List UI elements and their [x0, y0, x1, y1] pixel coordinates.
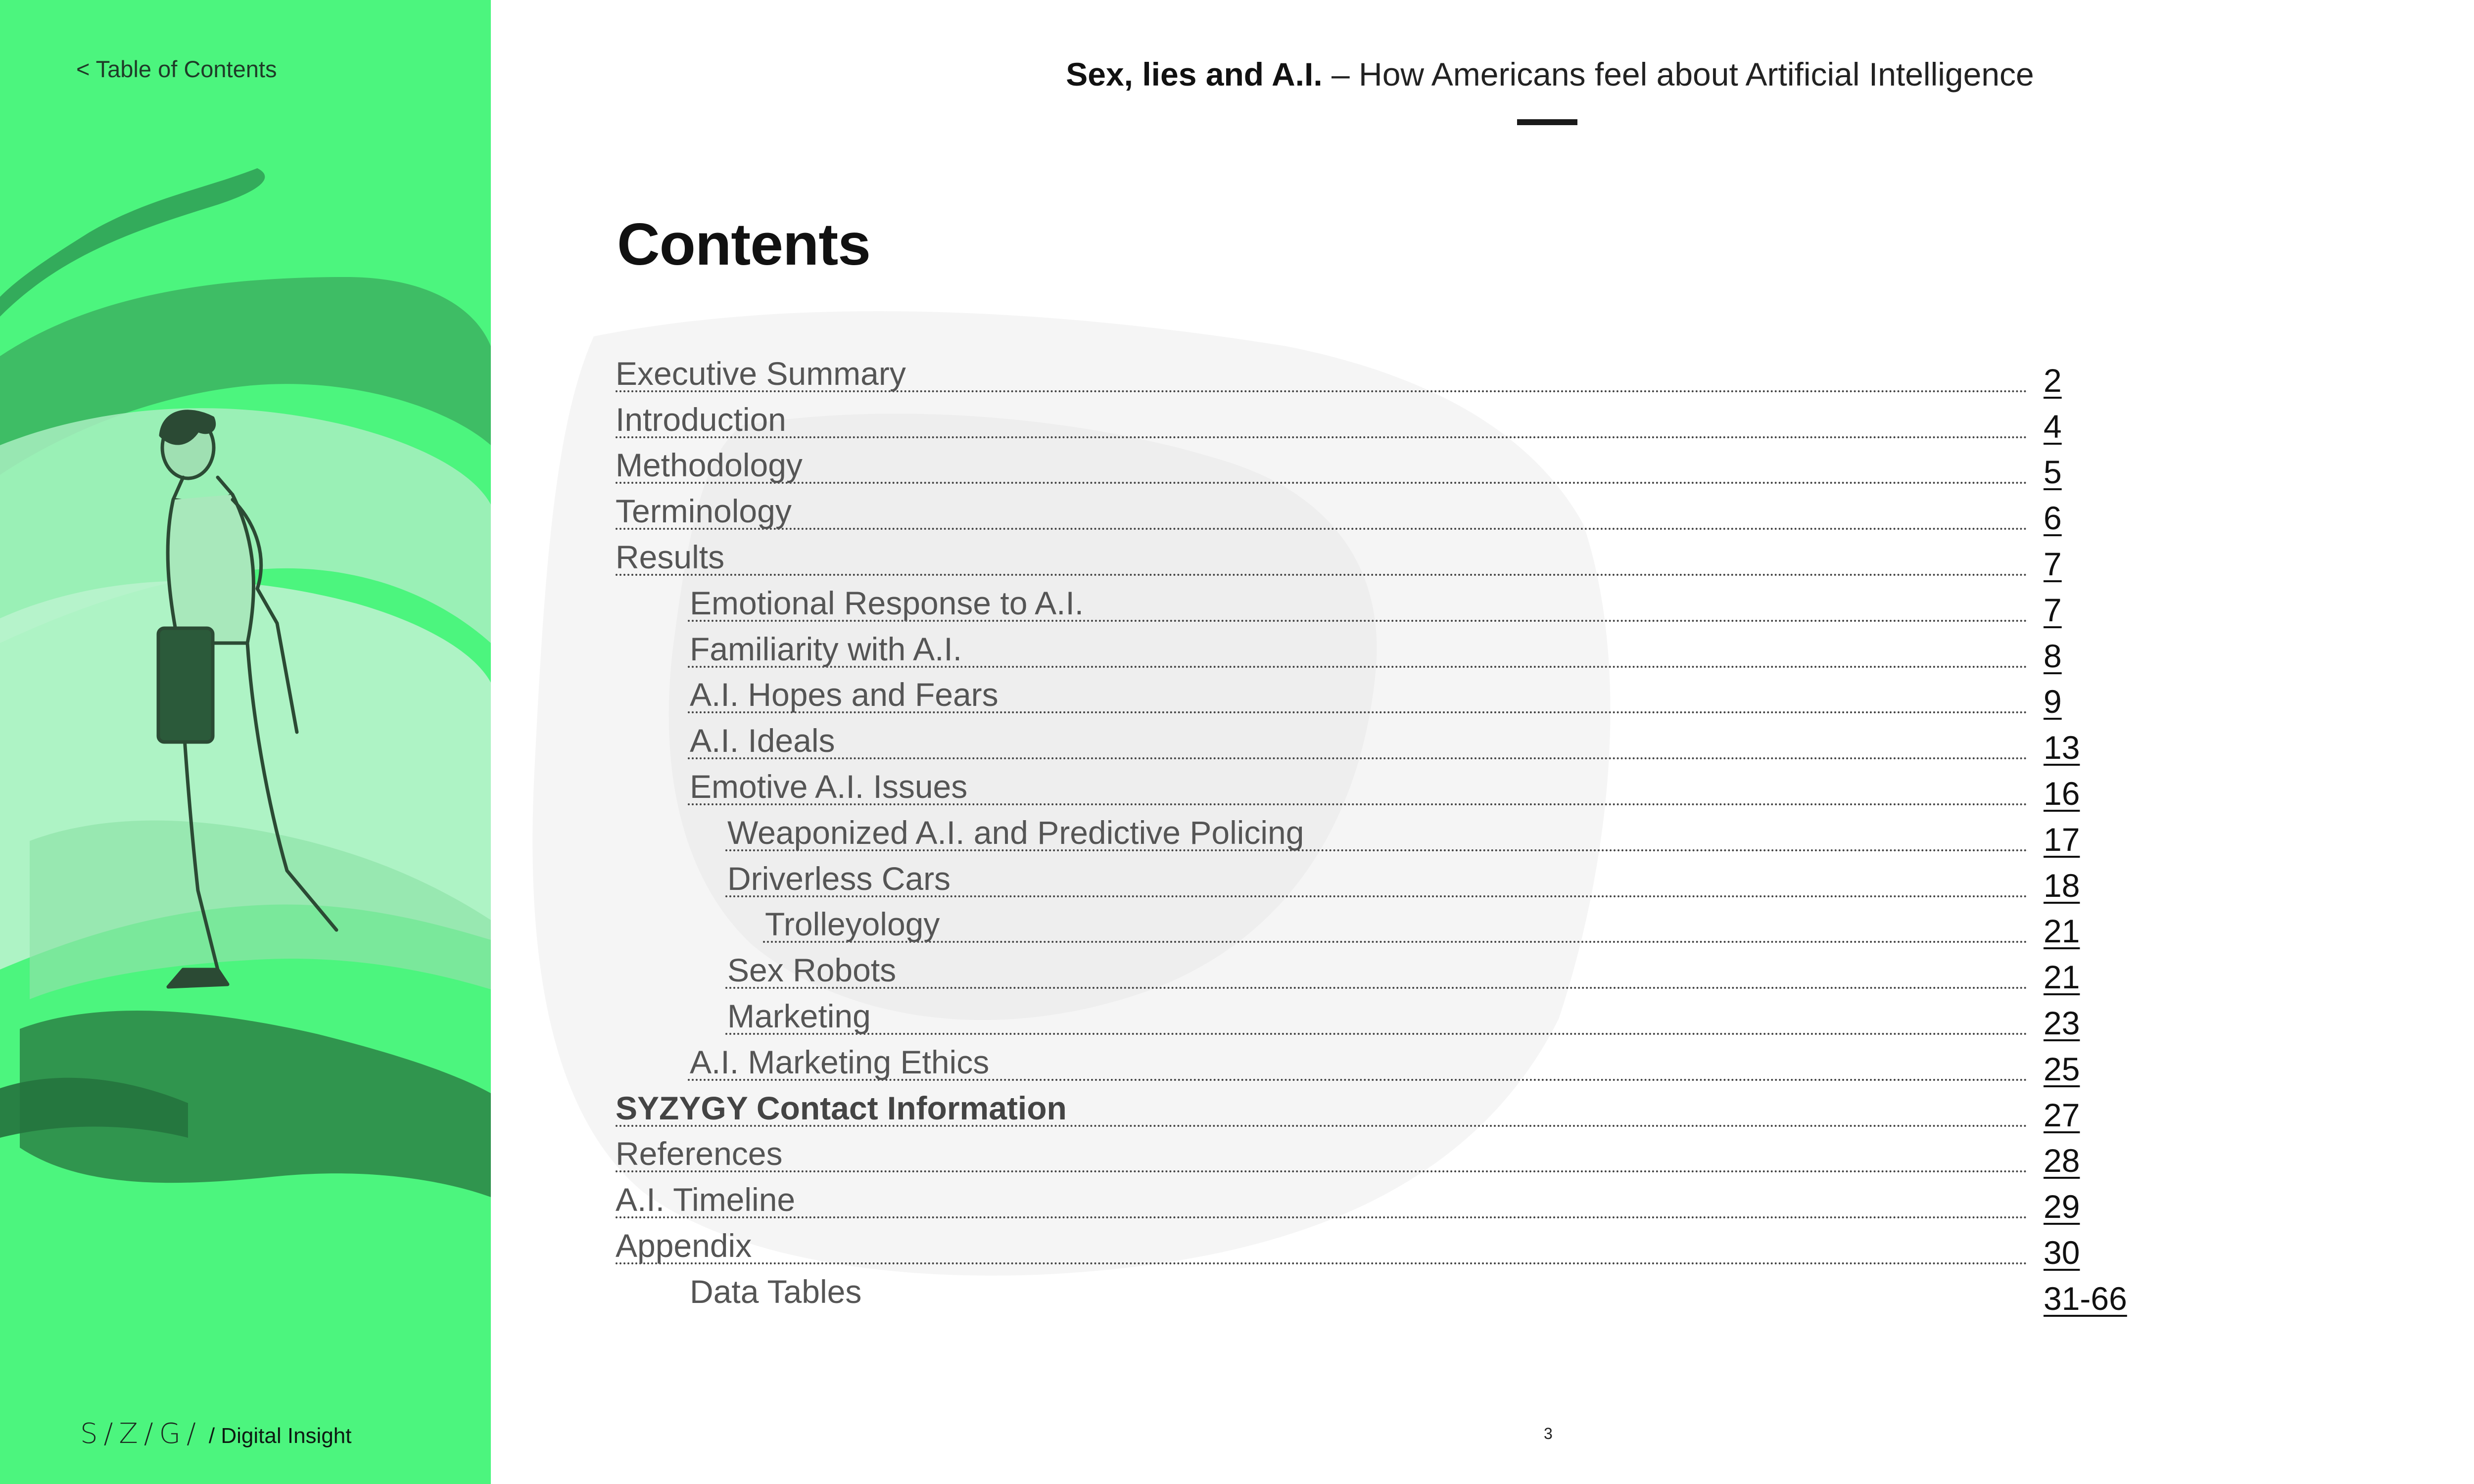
toc-entry-page-link[interactable]: 21	[2044, 913, 2080, 950]
toc-entry-page-link[interactable]: 13	[2044, 729, 2080, 766]
toc-entry-title[interactable]: A.I. Hopes and Fears	[690, 676, 999, 713]
toc-entry-page-link[interactable]: 18	[2044, 867, 2080, 904]
toc-entry-page-link[interactable]: 2	[2044, 362, 2062, 399]
toc-dot-leader	[616, 482, 2028, 484]
toc-entry-page-link[interactable]: 4	[2044, 408, 2062, 445]
toc-entry[interactable]	[616, 676, 2149, 725]
toc-entry-title[interactable]: Emotional Response to A.I.	[690, 584, 1084, 621]
toc-dot-leader	[616, 436, 2028, 438]
toc-entry[interactable]	[616, 357, 2149, 403]
document-title	[491, 55, 2474, 93]
toc-dot-leader	[616, 1262, 2028, 1264]
brand-footer	[80, 1418, 351, 1450]
toc-entry-page-link[interactable]: 30	[2044, 1234, 2080, 1271]
toc-dot-leader	[616, 1216, 2028, 1218]
toc-entry-title[interactable]: A.I. Timeline	[616, 1181, 796, 1218]
toc-entry[interactable]	[616, 1089, 2149, 1138]
toc-entry[interactable]	[616, 724, 2149, 770]
toc-entry[interactable]	[616, 770, 2149, 816]
toc-entry-page-link[interactable]: 5	[2044, 454, 2062, 491]
toc-entry[interactable]	[616, 403, 2149, 449]
toc-dot-leader	[616, 1170, 2028, 1172]
toc-entry[interactable]	[616, 1275, 2149, 1321]
toc-entry[interactable]	[616, 584, 2149, 633]
toc-entry-page-link[interactable]: 28	[2044, 1142, 2080, 1179]
brand-logo: S/Z/G/	[80, 1418, 202, 1450]
toc-entry[interactable]	[616, 1229, 2149, 1275]
toc-entry-page-link[interactable]: 29	[2044, 1188, 2080, 1225]
toc-entry-title[interactable]: Results	[616, 538, 725, 575]
toc-entry-title[interactable]: Introduction	[616, 401, 786, 438]
toc-entry-title[interactable]: A.I. Marketing Ethics	[690, 1043, 990, 1080]
document-title-bold: Sex, lies and A.I.	[1066, 56, 1323, 93]
toc-entry-page-link[interactable]: 7	[2044, 545, 2062, 582]
toc-entry-title[interactable]: Sex Robots	[727, 952, 897, 989]
toc-entry-title[interactable]: Marketing	[727, 997, 871, 1034]
toc-entry[interactable]	[616, 449, 2149, 495]
toc-entry[interactable]	[616, 862, 2149, 908]
contents-heading: Contents	[617, 211, 870, 278]
toc-entry[interactable]	[616, 997, 2149, 1046]
toc-dot-leader	[725, 1033, 2028, 1035]
toc-entry[interactable]	[616, 1135, 2149, 1184]
toc-entry-page-link[interactable]: 16	[2044, 775, 2080, 812]
toc-entry-title[interactable]: Weaponized A.I. and Predictive Policing	[727, 814, 1304, 851]
toc-entry-page-link[interactable]: 7	[2044, 591, 2062, 628]
toc-entry-title[interactable]: Terminology	[616, 493, 792, 530]
toc-entry[interactable]	[616, 630, 2149, 679]
toc-entry-page-link[interactable]: 23	[2044, 1004, 2080, 1041]
document-title-rest: – How Americans feel about Artificial Intelligence	[1322, 56, 2034, 93]
toc-entry[interactable]	[616, 495, 2149, 541]
brand-subtitle: / Digital Insight	[208, 1424, 352, 1448]
toc-entry-page-link[interactable]: 9	[2044, 683, 2062, 720]
toc-entry[interactable]	[616, 1043, 2149, 1092]
toc-entry-page-link[interactable]: 21	[2044, 959, 2080, 996]
toc-entry-title[interactable]: Familiarity with A.I.	[690, 630, 962, 667]
header-underline	[1517, 119, 1577, 125]
table-of-contents-link[interactable]: < Table of Contents	[76, 56, 277, 82]
toc-entry[interactable]	[616, 538, 2149, 587]
toc-entry-page-link[interactable]: 27	[2044, 1096, 2080, 1133]
toc-entry[interactable]	[616, 908, 2149, 954]
table-of-contents	[616, 357, 2149, 1321]
toc-entry-title[interactable]: SYZYGY Contact Information	[616, 1089, 1067, 1126]
toc-dot-leader	[725, 987, 2028, 989]
toc-entry-page-link[interactable]: 17	[2044, 821, 2080, 858]
toc-entry-page-link[interactable]: 6	[2044, 500, 2062, 537]
toc-dot-leader	[763, 941, 2028, 943]
toc-dot-leader	[688, 757, 2028, 759]
toc-entry-title[interactable]: Driverless Cars	[727, 860, 951, 897]
toc-dot-leader	[616, 528, 2028, 530]
toc-entry-page-link[interactable]: 8	[2044, 637, 2062, 674]
sidebar	[0, 0, 491, 1484]
toc-entry-page-link[interactable]: 25	[2044, 1050, 2080, 1087]
toc-entry-title[interactable]: Trolleyology	[765, 906, 940, 943]
toc-dot-leader	[616, 574, 2028, 576]
toc-entry-title[interactable]: Emotive A.I. Issues	[690, 768, 968, 805]
toc-entry-title[interactable]: A.I. Ideals	[690, 722, 835, 759]
man-walking-illustration	[0, 0, 491, 1484]
toc-entry-title[interactable]: Appendix	[616, 1227, 752, 1264]
toc-entry-title[interactable]: References	[616, 1135, 783, 1172]
toc-entry[interactable]	[616, 816, 2149, 862]
toc-entry-page-link[interactable]: 31-66	[2044, 1280, 2127, 1317]
toc-entry[interactable]	[616, 1183, 2149, 1229]
toc-entry-title[interactable]: Executive Summary	[616, 355, 906, 392]
toc-entry-title[interactable]: Methodology	[616, 447, 803, 484]
page-number: 3	[1544, 1425, 1553, 1442]
toc-entry[interactable]	[616, 954, 2149, 1000]
toc-entry-title[interactable]: Data Tables	[690, 1273, 862, 1310]
